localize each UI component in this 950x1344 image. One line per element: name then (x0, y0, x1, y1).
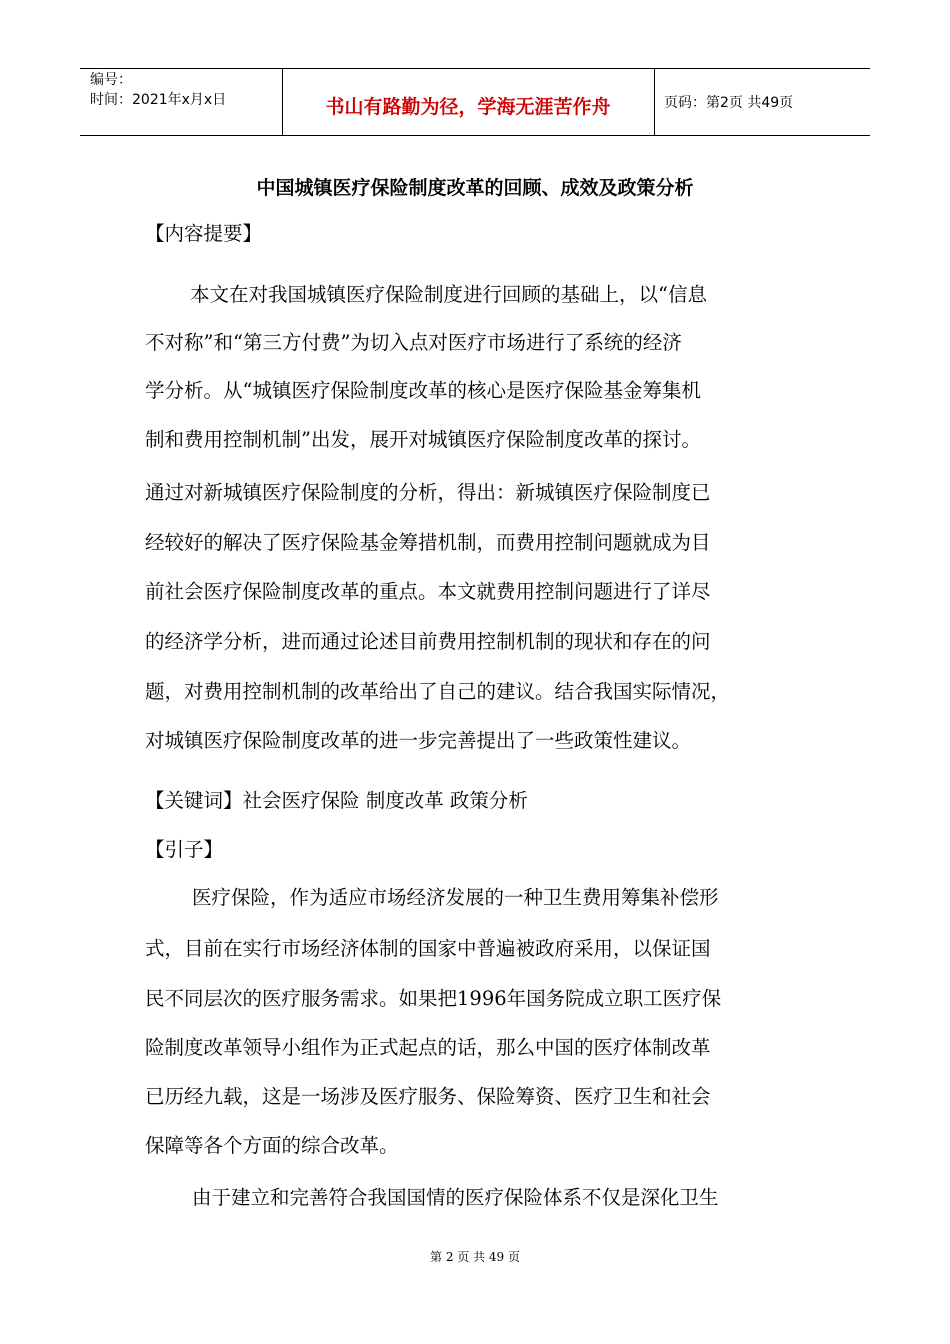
intro-heading: 【引子】 (145, 838, 224, 861)
header-divider-right (654, 68, 655, 135)
body-line: 由于建立和完善符合我国国情的医疗保险体系不仅是深化卫生 (192, 1186, 719, 1209)
intro-line: 保障等各个方面的综合改革。 (145, 1134, 399, 1157)
abstract-line: 前社会医疗保险制度改革的重点。本文就费用控制问题进行了详尽 (145, 580, 711, 603)
intro-line: 医疗保险，作为适应市场经济发展的一种卫生费用筹集补偿形 (192, 886, 719, 909)
page-footer: 第 2 页 共 49 页 (430, 1250, 520, 1264)
intro-line: 民不同层次的医疗服务需求。如果把1996年国务院成立职工医疗保 (145, 987, 722, 1010)
abstract-line: 本文在对我国城镇医疗保险制度进行回顾的基础上，以“信息 (190, 283, 707, 306)
keywords-line: 【关键词】社会医疗保险 制度改革 政策分析 (145, 789, 528, 812)
abstract-line: 题，对费用控制机制的改革给出了自己的建议。结合我国实际情况， (145, 680, 731, 703)
abstract-line: 对城镇医疗保险制度改革的进一步完善提出了一些政策性建议。 (145, 729, 692, 752)
intro-line: 险制度改革领导小组作为正式起点的话，那么中国的医疗体制改革 (145, 1036, 711, 1059)
header-number-label: 编号： (90, 72, 132, 88)
header-page-info: 页码：第2页 共49页 (664, 95, 794, 111)
abstract-heading: 【内容提要】 (145, 222, 263, 245)
abstract-line: 经较好的解决了医疗保险基金筹措机制，而费用控制问题就成为目 (145, 531, 711, 554)
abstract-line: 的经济学分析，进而通过论述目前费用控制机制的现状和存在的问 (145, 630, 711, 653)
intro-line: 式，目前在实行市场经济体制的国家中普遍被政府采用，以保证国 (145, 937, 711, 960)
abstract-line: 通过对新城镇医疗保险制度的分析，得出：新城镇医疗保险制度已 (145, 481, 711, 504)
header-bottom-rule (80, 135, 870, 136)
header-top-rule (80, 68, 870, 69)
header-time-label: 时间：2021年x月x日 (90, 92, 227, 108)
document-title: 中国城镇医疗保险制度改革的回顾、成效及政策分析 (256, 177, 694, 199)
intro-line: 已历经九载，这是一场涉及医疗服务、保险筹资、医疗卫生和社会 (145, 1085, 711, 1108)
header-motto: 书山有路勤为径，学海无涯苦作舟 (325, 96, 611, 118)
abstract-line: 不对称”和“第三方付费”为切入点对医疗市场进行了系统的经济 (145, 331, 682, 354)
abstract-line: 学分析。从“城镇医疗保险制度改革的核心是医疗保险基金筹集机 (145, 379, 701, 402)
abstract-line: 制和费用控制机制”出发，展开对城镇医疗保险制度改革的探讨。 (145, 428, 701, 451)
